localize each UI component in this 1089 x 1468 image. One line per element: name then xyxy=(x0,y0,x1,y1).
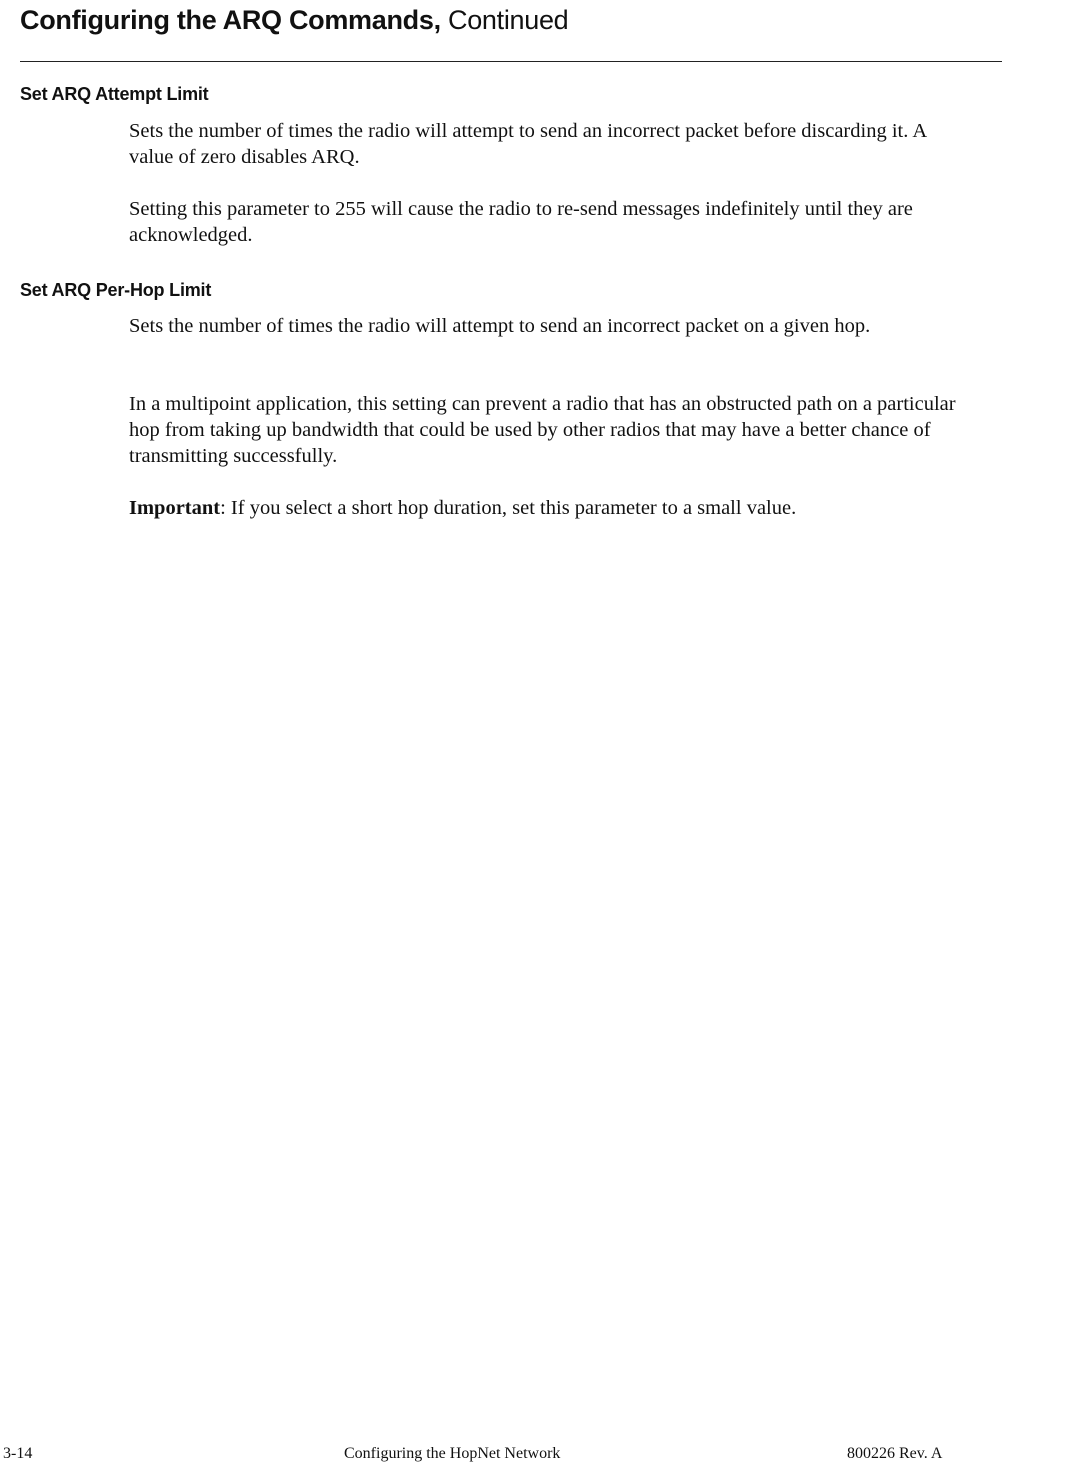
important-note xyxy=(129,495,969,521)
page-title-continued: Continued xyxy=(448,5,569,35)
paragraph-multipoint-application: In a multipoint application, this setting can prevent a radio that has an obstructed path on a particular hop from taking up bandwidth that could be used by other radios that may have a better chance of transmitting successfully. xyxy=(129,393,956,467)
important-text: : If you select a short hop duration, set this parameter to a small value. xyxy=(220,497,797,519)
footer-page-number: 3-14 xyxy=(3,1445,33,1462)
footer-revision: 800226 Rev. A xyxy=(847,1445,943,1462)
header-rule xyxy=(20,61,1002,62)
paragraph-attempt-limit-description: Sets the number of times the radio will attempt to send an incorrect packet before discarding it. A value of zero disables ARQ. xyxy=(129,120,926,168)
paragraph-per-hop-description: Sets the number of times the radio will attempt to send an incorrect packet on a given hop. xyxy=(129,315,871,337)
page-title xyxy=(20,2,568,38)
page-title-main: Configuring the ARQ Commands, xyxy=(20,5,441,35)
paragraph-attempt-limit-255-note: Setting this parameter to 255 will cause the radio to re-send messages indefinitely until they are acknowledged. xyxy=(129,198,913,246)
section-heading-attempt-limit: Set ARQ Attempt Limit xyxy=(20,84,209,104)
footer-document-title: Configuring the HopNet Network xyxy=(344,1445,561,1462)
important-label: Important xyxy=(129,497,221,519)
section-heading-per-hop-limit: Set ARQ Per-Hop Limit xyxy=(20,280,212,300)
